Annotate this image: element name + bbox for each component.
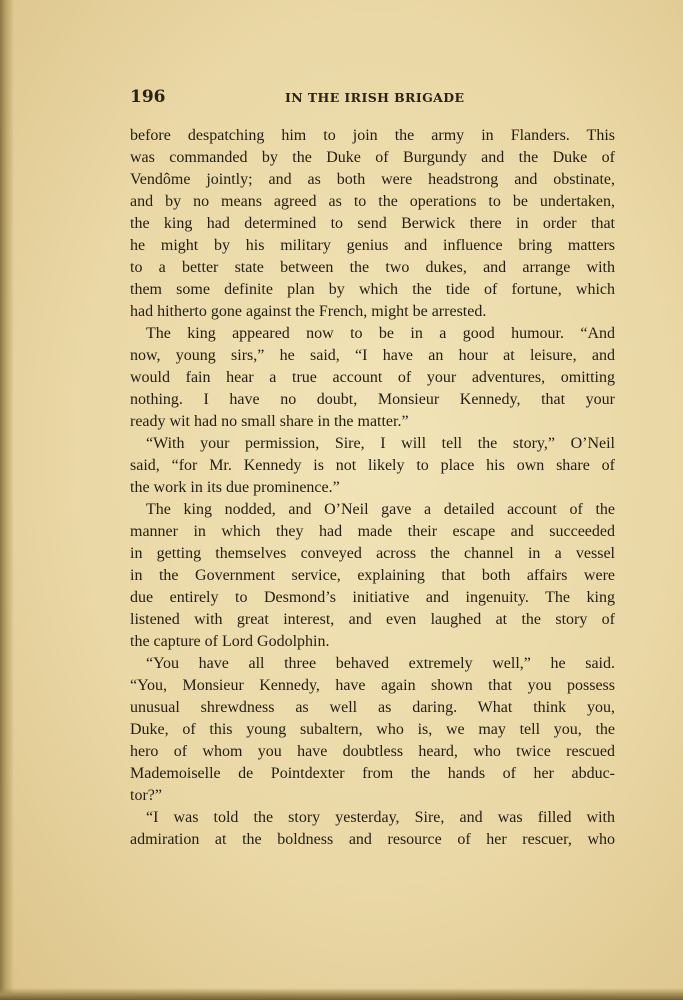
text-line: manner in which they had made their escape and succeeded [130, 523, 615, 540]
text-line: “With your permission, Sire, I will tell the story,” O’Neil [146, 435, 615, 452]
text-line: the king had determined to send Berwick there in order that [130, 215, 615, 232]
page-bottom-edge [0, 988, 683, 1000]
text-line: the work in its due prominence.” [130, 479, 340, 496]
text-line: The king appeared now to be in a good humour. “And [146, 325, 615, 342]
text-line: ready wit had no small share in the matter.” [130, 413, 409, 430]
text-line: had hitherto gone against the French, might be arrested. [130, 303, 487, 320]
text-line: unusual shrewdness as well as daring. What think you, [130, 699, 615, 716]
text-line: nothing. I have no doubt, Monsieur Kennedy, that your [130, 391, 615, 408]
running-head: IN THE IRISH BRIGADE [285, 90, 465, 105]
text-line: in getting themselves conveyed across the channel in a vessel [130, 545, 615, 562]
text-line: he might by his military genius and influence bring matters [130, 237, 615, 254]
text-line: them some definite plan by which the tide of fortune, which [130, 281, 615, 298]
text-line: “You, Monsieur Kennedy, have again shown that you possess [130, 677, 615, 694]
text-line: admiration at the boldness and resource of her rescuer, who [130, 831, 615, 848]
text-line: and by no means agreed as to the operations to be undertaken, [130, 193, 615, 210]
text-line: “You have all three behaved extremely well,” he said. [146, 655, 615, 672]
text-line: the capture of Lord Godolphin. [130, 633, 330, 650]
body-text [130, 125, 615, 851]
text-line: before despatching him to join the army in Flanders. This [130, 127, 615, 144]
text-line: listened with great interest, and even laughed at the story of [130, 611, 615, 628]
page-header [130, 87, 614, 111]
text-line: in the Government service, explaining that both affairs were [130, 567, 615, 584]
text-line: said, “for Mr. Kennedy is not likely to place his own share of [130, 457, 615, 474]
text-line: hero of whom you have doubtless heard, who twice rescued [130, 743, 615, 760]
text-line: now, young sirs,” he said, “I have an hour at leisure, and [130, 347, 615, 364]
text-line: Vendôme jointly; and as both were headstrong and obstinate, [130, 171, 615, 188]
page-binding-edge [0, 0, 14, 1000]
text-line: tor?” [130, 787, 162, 804]
text-line: would fain hear a true account of your adventures, omitting [130, 369, 615, 386]
text-line: to a better state between the two dukes, and arrange with [130, 259, 615, 276]
text-line: Duke, of this young subaltern, who is, we may tell you, the [130, 721, 615, 738]
text-line: The king nodded, and O’Neil gave a detailed account of the [146, 501, 615, 518]
text-line: due entirely to Desmond’s initiative and ingenuity. The king [130, 589, 615, 606]
text-line: “I was told the story yesterday, Sire, and was filled with [146, 809, 615, 826]
page-number: 196 [130, 87, 166, 107]
text-line: was commanded by the Duke of Burgundy and the Duke of [130, 149, 615, 166]
text-line: Mademoiselle de Pointdexter from the hands of her abduc- [130, 765, 615, 782]
